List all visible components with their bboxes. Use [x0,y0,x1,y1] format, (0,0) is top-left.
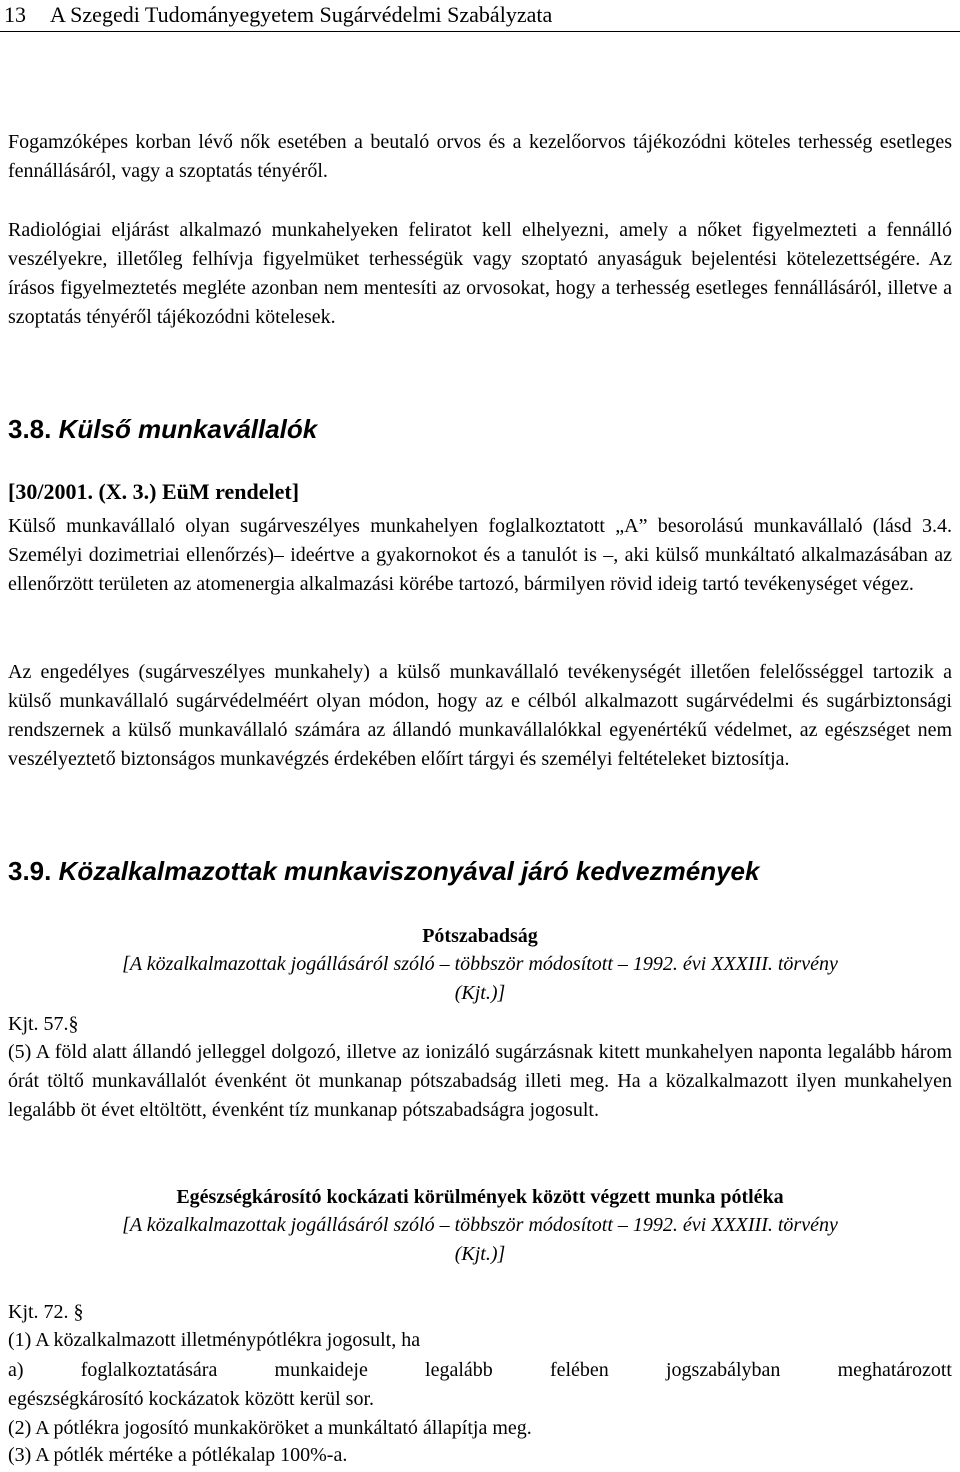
word: foglalkoztatására [80,1359,218,1381]
list-item: (1) A közalkalmazott illetménypótlékra jogosult, ha [8,1329,421,1351]
law-citation-line: (Kjt.)] [454,982,506,1004]
law-citation [8,950,952,1008]
law-paragraph-ref: Kjt. 57.§ [8,1013,79,1035]
paragraph-radiology-notice: Radiológiai eljárást alkalmazó munkahelyeken feliratot kell elhelyezni, amely a nőket figyelmezteti a fennálló veszélyekre, illetőleg felhívja figyelmüket terhességük vagy szoptató anyaságuk bejelentési kötelezettségére. Az írásos figyelmeztetés megléte azonban nem mentesíti az orvosokat, hogy a terhesség esetleges fennállásáról, illetve a szoptatás tényéről tájékozódni kötelesek. [8,219,952,328]
word: felében [549,1359,609,1381]
section-number: 3.9. [8,856,52,886]
word: jogszabályban [666,1359,781,1381]
word: meghatározott [837,1359,952,1381]
list-item-a-continuation: egészségkárosító kockázatok között kerül sor. [8,1388,374,1410]
word: a) [8,1359,24,1381]
section-3-8-heading [8,414,952,444]
law-citation-line: [A közalkalmazottak jogállásáról szóló – többször módosított – 1992. évi XXXIII. törvény [122,1214,838,1236]
law-citation-line: (Kjt.)] [454,1243,506,1265]
word: munkaideje [274,1359,368,1381]
law-citation [8,1211,952,1269]
section-title: Közalkalmazottak munkaviszonyával járó kedvezmények [58,856,760,886]
list-item: (2) A pótlékra jogosító munkaköröket a munkáltató állapítja meg. [8,1417,532,1439]
section-title: Külső munkavállalók [58,414,318,444]
page-number: 13 [4,2,26,27]
paragraph-licensee-responsibility: Az engedélyes (sugárveszélyes munkahely) a külső munkavállaló tevékenységét illetően felelősséggel tartozik a külső munkavállaló sugárvédelméért olyan módon, hogy az e célból alkalmazott sugárvédelmi és sugárbiztonsági rendszernek a külső munkavállaló számára az állandó munkavállalókkal egyenértékű védelmet, az egészséget nem veszélyeztető biztonságos munkavégzés érdekében előírt tárgyi és személyi feltételeket biztosítja. [8,661,952,770]
paragraph-extra-leave: (5) A föld alatt állandó jelleggel dolgozó, illetve az ionizáló sugárzásnak kitett munkahelyen naponta legalább három órát töltő munkavállalót évenként öt munkanap pótszabadság illeti meg. Ha a közalkalmazott ilyen munkahelyen legalább öt évet eltöltött, évenként tíz munkanap pótszabadságra jogosult. [8,1041,952,1121]
paragraph-external-worker-definition: Külső munkavállaló olyan sugárveszélyes munkahelyen foglalkoztatott „A” besorolású munkavállaló (lásd 3.4. Személyi dozimetriai ellenőrzés)– ideértve a gyakornokot és a tanulót is –, aki külső munkáltató alkalmazásában az ellenőrzött területen az atomenergia alkalmazási körébe tartozó, bármilyen rövid ideig tartó tevékenységet végez. [8,515,952,595]
law-citation-line: [A közalkalmazottak jogállásáról szóló – többször módosított – 1992. évi XXXIII. törvény [122,953,838,975]
subsection-heading-extra-leave: Pótszabadság [422,925,538,947]
list-item: (3) A pótlék mértéke a pótlékalap 100%-a. [8,1444,348,1466]
header-title: A Szegedi Tudományegyetem Sugárvédelmi Szabályzata [50,2,553,27]
law-paragraph-ref: Kjt. 72. § [8,1301,84,1323]
section-3-9-heading [8,856,952,886]
subsection-heading-risk-allowance: Egészségkárosító kockázati körülmények között végzett munka pótléka [176,1186,784,1208]
paragraph-pregnancy-inquiry: Fogamzóképes korban lévő nők esetében a beutaló orvos és a kezelőorvos tájékozódni köteles terhesség esetleges fennállásáról, vagy a szoptatás tényéről. [8,131,952,182]
section-3-8-reference: [30/2001. (X. 3.) EüM rendelet] [8,479,300,504]
page-header [0,2,960,32]
list-item-a [8,1356,952,1385]
word: legalább [425,1359,493,1381]
section-number: 3.8. [8,414,52,444]
